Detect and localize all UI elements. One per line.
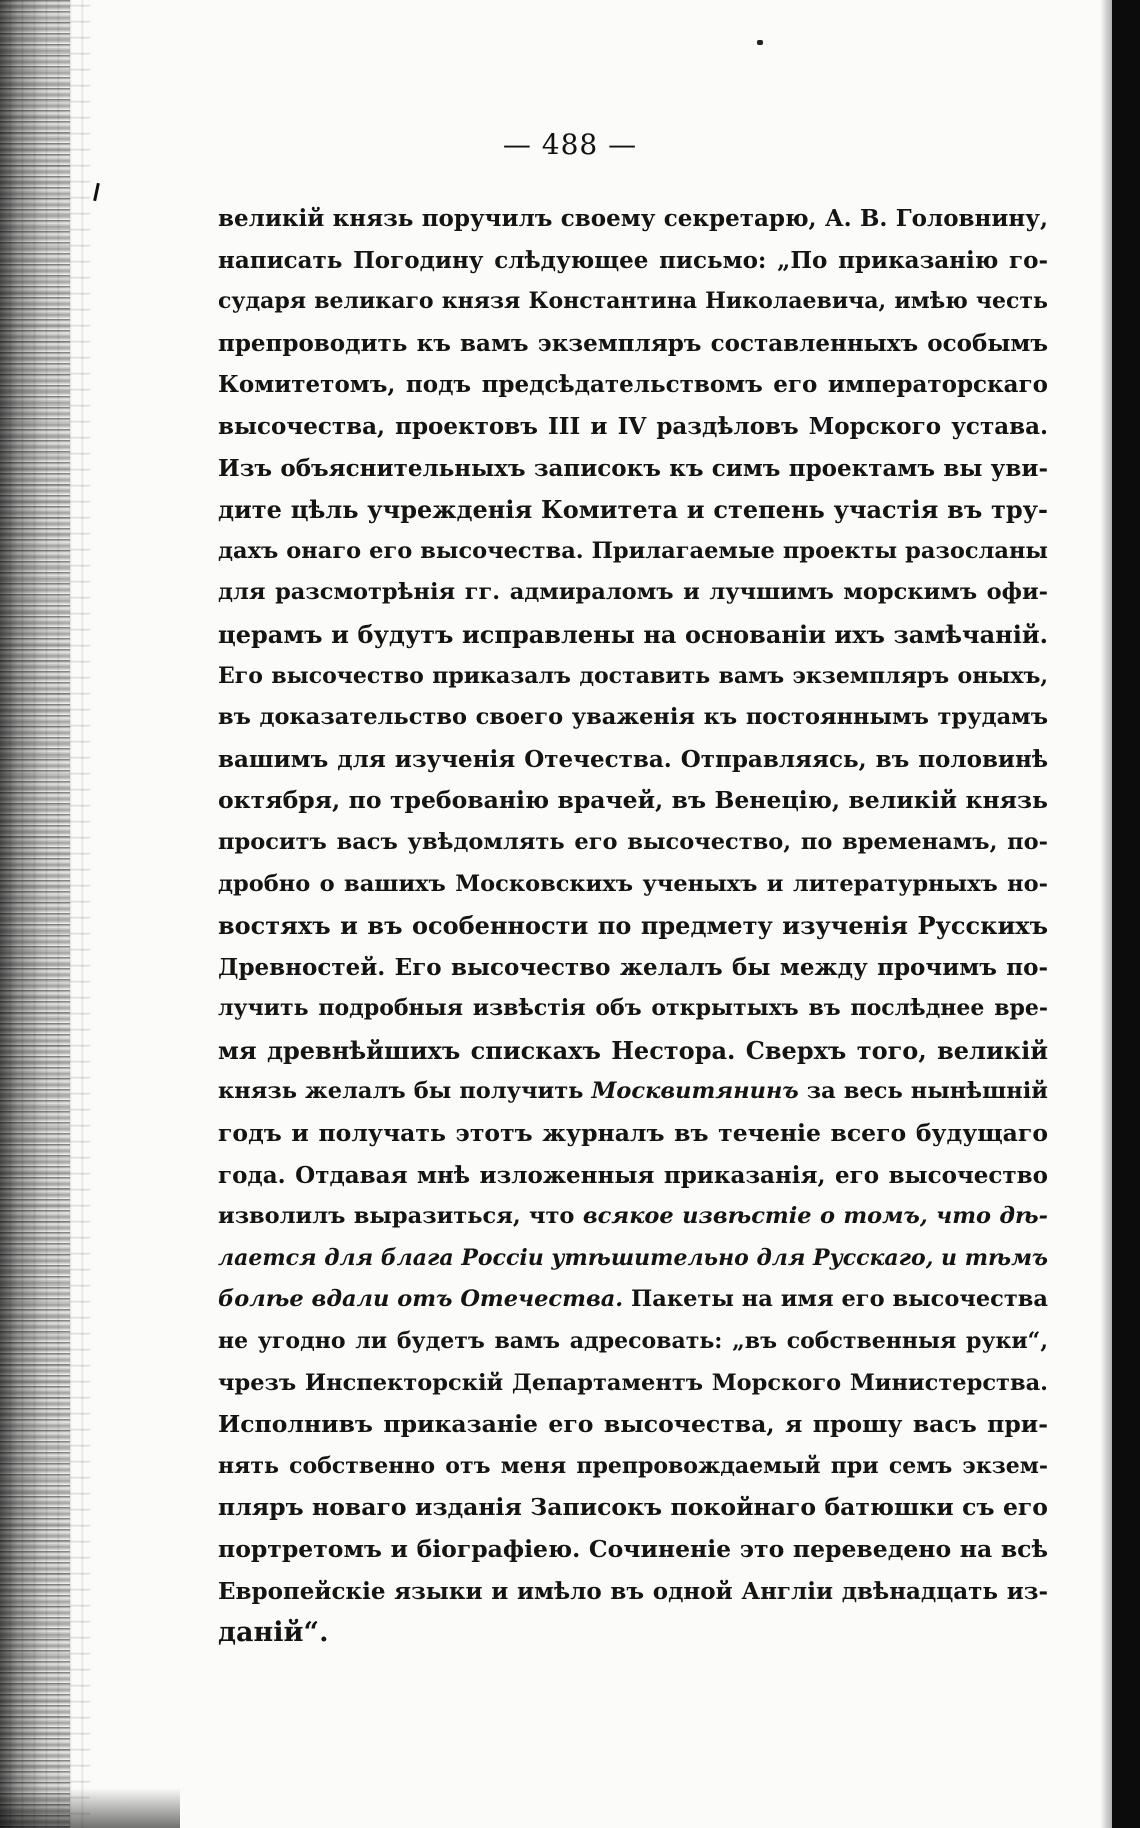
- text-line: [218, 1279, 1048, 1321]
- text-segment: Древностей. Его высочество желалъ бы между прочимъ по-: [218, 953, 1048, 981]
- text-line: [218, 1529, 1048, 1571]
- text-segment: нять собственно отъ меня препровождаемый при семъ экзем-: [218, 1452, 1048, 1479]
- text-segment: октября, по требованію врачей, въ Венецію, великій князь: [218, 786, 1048, 815]
- text-segment: годъ и получать этотъ журналъ въ теченіе всего будущаго: [218, 1119, 1048, 1148]
- text-segment: изволилъ выразиться, что: [218, 1203, 583, 1230]
- text-line: [218, 1196, 1048, 1238]
- text-segment: Пакеты на имя его высочества: [623, 1286, 1048, 1313]
- text-line: [218, 1404, 1048, 1446]
- text-segment: церамъ и будутъ исправлены на основаніи ихъ замѣчаній.: [218, 619, 1048, 649]
- text-segment: Европейскіе языки и имѣло въ одной Англіи двѣнадцать из-: [218, 1577, 1048, 1605]
- text-segment: дахъ онаго его высочества. Прилагаемые проекты разосланы: [218, 537, 1048, 564]
- text-line: [218, 1487, 1048, 1529]
- italic-text: болѣе вдали отъ Отечества.: [218, 1286, 624, 1313]
- text-segment: востяхъ и въ особенности по предмету изученія Русскихъ: [218, 911, 1048, 941]
- text-line: [218, 406, 1048, 448]
- text-line: [218, 905, 1048, 947]
- text-line: [218, 531, 1048, 573]
- text-line: [218, 198, 1048, 240]
- text-line: [218, 572, 1048, 614]
- text-segment: для разсмотрѣнія гг. адмираломъ и лучшимъ морскимъ офи-: [218, 579, 1048, 606]
- text-line: [218, 780, 1048, 822]
- text-segment: не угодно ли будетъ вамъ адресовать: „въ собственныя руки“,: [218, 1328, 1048, 1355]
- text-segment: въ доказательство своего уваженія къ постояннымъ трудамъ: [218, 704, 1048, 731]
- ink-mark: [93, 183, 100, 201]
- text-line: [218, 281, 1048, 323]
- text-segment: чрезъ Инспекторскій Департаментъ Морского Министерства.: [218, 1369, 1048, 1396]
- text-line: [218, 822, 1048, 864]
- text-segment: препроводить къ вамъ экземпляръ составленныхъ особымъ: [218, 329, 1048, 357]
- text-segment: дите цѣль учрежденія Комитета и степень участія въ тру-: [218, 495, 1048, 525]
- text-line: [218, 323, 1048, 365]
- text-line: [218, 1612, 1048, 1654]
- text-line: [218, 1571, 1048, 1613]
- text-line: [218, 988, 1048, 1030]
- text-segment: портретомъ и біографіею. Сочиненіе это переведено на всѣ: [218, 1535, 1048, 1563]
- text-segment: дробно о вашихъ Московскихъ ученыхъ и литературныхъ но-: [218, 870, 1048, 897]
- text-line: [218, 1113, 1048, 1155]
- text-segment: Его высочество приказалъ доставить вамъ экземпляръ оныхъ,: [218, 662, 1048, 689]
- text-segment: Исполнивъ приказаніе его высочества, я прошу васъ при-: [218, 1410, 1048, 1439]
- scanned-corner-shadow: [0, 1788, 180, 1828]
- text-segment: написать Погодину слѣдующее письмо: „По приказанію го-: [218, 246, 1048, 274]
- text-segment: великій князь поручилъ своему секретарю, А. В. Головнину,: [218, 205, 1048, 232]
- text-line: [218, 614, 1048, 656]
- text-segment: года. Отдавая мнѣ изложенныя приказанія, его высочество: [218, 1161, 1048, 1189]
- page-number: — 488 —: [502, 128, 638, 161]
- text-segment: мя древнѣйшихъ спискахъ Нестора. Сверхъ того, великій: [218, 1035, 1048, 1065]
- text-line: [218, 448, 1048, 490]
- italic-text: Москвитянинъ: [591, 1078, 799, 1105]
- text-line: [218, 1071, 1048, 1113]
- text-line: [218, 656, 1048, 698]
- text-segment: пляръ новаго изданія Записокъ покойнаго батюшки съ его: [218, 1493, 1048, 1522]
- text-segment: проситъ васъ увѣдомлять его высочество, по временамъ, по-: [218, 828, 1048, 855]
- text-line: [218, 364, 1048, 406]
- text-line: [218, 1321, 1048, 1363]
- text-line: [218, 1363, 1048, 1405]
- text-line: [218, 489, 1048, 531]
- italic-text: лается для блага Россіи утѣшительно для Русскаго, и тѣмъ: [218, 1244, 1048, 1271]
- scan-speckle: [0, 0, 90, 1828]
- text-line: [218, 864, 1048, 906]
- text-segment: сударя великаго князя Константина Николаевича, имѣю честь: [218, 288, 1048, 315]
- scanned-right-border: [1112, 0, 1140, 1828]
- text-segment: лучить подробныя извѣстія объ открытыхъ въ послѣднее вре-: [218, 995, 1048, 1022]
- italic-text: всякое извѣстіе о томъ, что дѣ-: [582, 1203, 1048, 1230]
- ink-speck: [757, 40, 763, 45]
- text-line: [218, 947, 1048, 989]
- text-line: [218, 240, 1048, 282]
- body-text: [218, 198, 1048, 1654]
- text-segment: Изъ объяснительныхъ записокъ къ симъ проектамъ вы уви-: [218, 454, 1048, 482]
- text-line: [218, 739, 1048, 781]
- text-segment: Комитетомъ, подъ предсѣдательствомъ его императорскаго: [218, 371, 1048, 399]
- text-segment: даній“.: [218, 1617, 329, 1649]
- text-segment: вашимъ для изученія Отечества. Отправляясь, въ половинѣ: [218, 745, 1048, 773]
- text-segment: князь желалъ бы получить: [218, 1078, 592, 1105]
- text-line: [218, 1155, 1048, 1197]
- text-line: [218, 697, 1048, 739]
- text-line: [218, 1446, 1048, 1488]
- text-segment: за весь нынѣшній: [798, 1078, 1048, 1105]
- text-segment: высочества, проектовъ III и IV раздѣловъ Морского устава.: [218, 412, 1048, 440]
- text-line: [218, 1030, 1048, 1072]
- text-line: [218, 1238, 1048, 1280]
